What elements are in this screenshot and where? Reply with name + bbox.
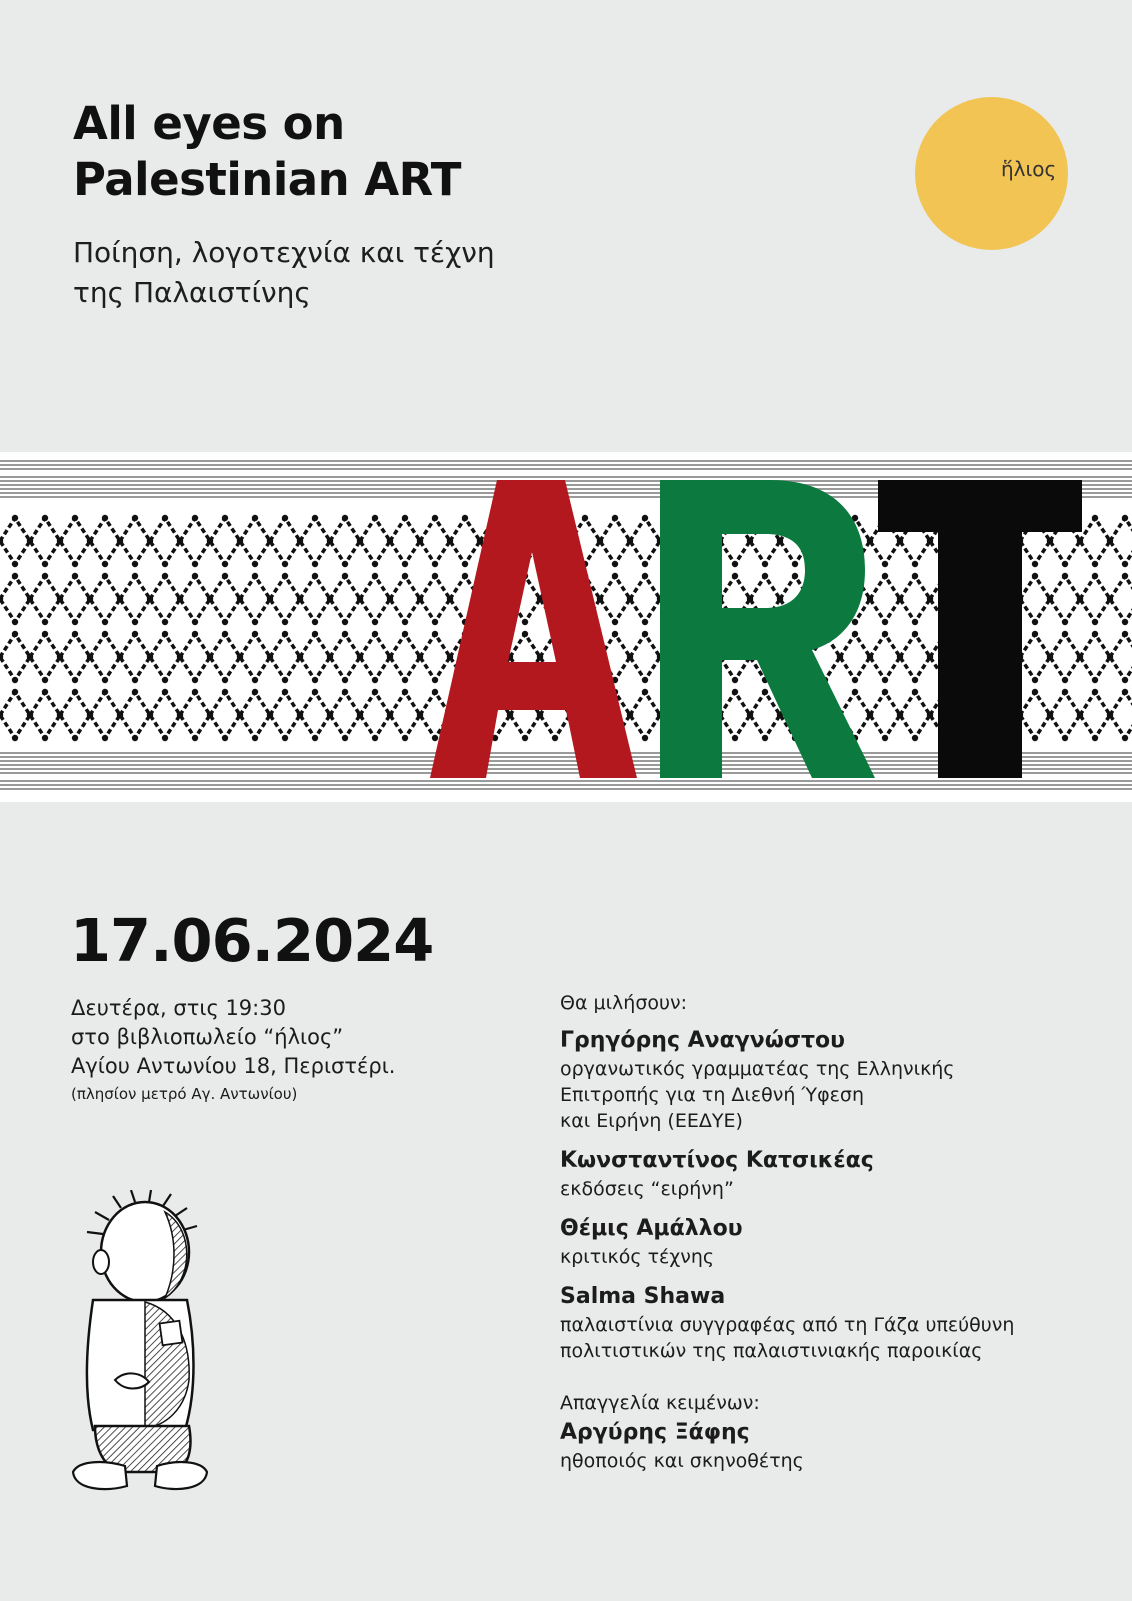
letter-t (878, 480, 1082, 778)
speaker-item (560, 1282, 1100, 1364)
speaker-name: Κωνσταντίνος Κατσικέας (560, 1148, 874, 1173)
speaker-role (560, 1244, 1100, 1270)
speaker-role (560, 1312, 1100, 1364)
speaker-name: Salma Shawa (560, 1284, 726, 1309)
speaker-role-line: Επιτροπής για τη Διεθνή Ύφεση (560, 1084, 864, 1106)
art-letters (0, 452, 1132, 802)
reading-section (560, 1390, 1100, 1474)
speaker-role (560, 1176, 1100, 1202)
reading-label: Απαγγελία κειμένων: (560, 1392, 760, 1414)
event-location: στο βιβλιοπωλείο “ήλιος” (71, 1025, 344, 1049)
reader-role: ηθοποιός και σκηνοθέτης (560, 1450, 804, 1472)
speaker-item (560, 1214, 1100, 1270)
subtitle-line-1: Ποίηση, λογοτεχνία και τέχνη (73, 236, 495, 269)
logo-text: ἥλιος (1001, 157, 1057, 181)
event-address: Αγίου Αντωνίου 18, Περιστέρι. (71, 1054, 396, 1078)
speaker-role-line: κριτικός τέχνης (560, 1246, 715, 1268)
speaker-item (560, 1026, 1100, 1134)
letter-a (430, 480, 637, 778)
reader-name: Αργύρης Ξάφης (560, 1420, 750, 1445)
title-line-1: All eyes on (73, 97, 345, 150)
speaker-role-line: παλαιστίνια συγγραφέας από τη Γάζα υπεύθυνη (560, 1314, 1015, 1336)
speaker-name: Θέμις Αμάλλου (560, 1216, 743, 1241)
event-note: (πλησίον μετρό Αγ. Αντωνίου) (71, 1085, 298, 1103)
page-title (73, 96, 461, 208)
letter-r (660, 480, 875, 778)
speaker-role-line: και Ειρήνη (ΕΕΔΥΕ) (560, 1110, 743, 1132)
handala-illustration (65, 1190, 225, 1495)
speaker-role (560, 1056, 1100, 1134)
keffiyeh-art-banner (0, 452, 1132, 802)
reader-item (560, 1418, 1100, 1474)
speaker-role-line: οργανωτικός γραμματέας της Ελληνικής (560, 1058, 955, 1080)
speaker-name: Γρηγόρης Αναγνώστου (560, 1028, 846, 1053)
page-subtitle (73, 233, 495, 313)
speakers-section (560, 990, 1100, 1486)
subtitle-line-2: της Παλαιστίνης (73, 276, 311, 309)
title-line-2: Palestinian ART (73, 153, 461, 206)
event-date: 17.06.2024 (70, 906, 434, 975)
event-day-time: Δευτέρα, στις 19:30 (71, 996, 286, 1020)
event-venue (71, 994, 395, 1105)
speaker-role-line: εκδόσεις “ειρήνη” (560, 1178, 734, 1200)
speaker-role-line: πολιτιστικών της παλαιστινιακής παροικίας (560, 1340, 983, 1362)
publisher-logo (915, 97, 1068, 250)
speaker-item (560, 1146, 1100, 1202)
speakers-label: Θα μιλήσουν: (560, 992, 687, 1014)
